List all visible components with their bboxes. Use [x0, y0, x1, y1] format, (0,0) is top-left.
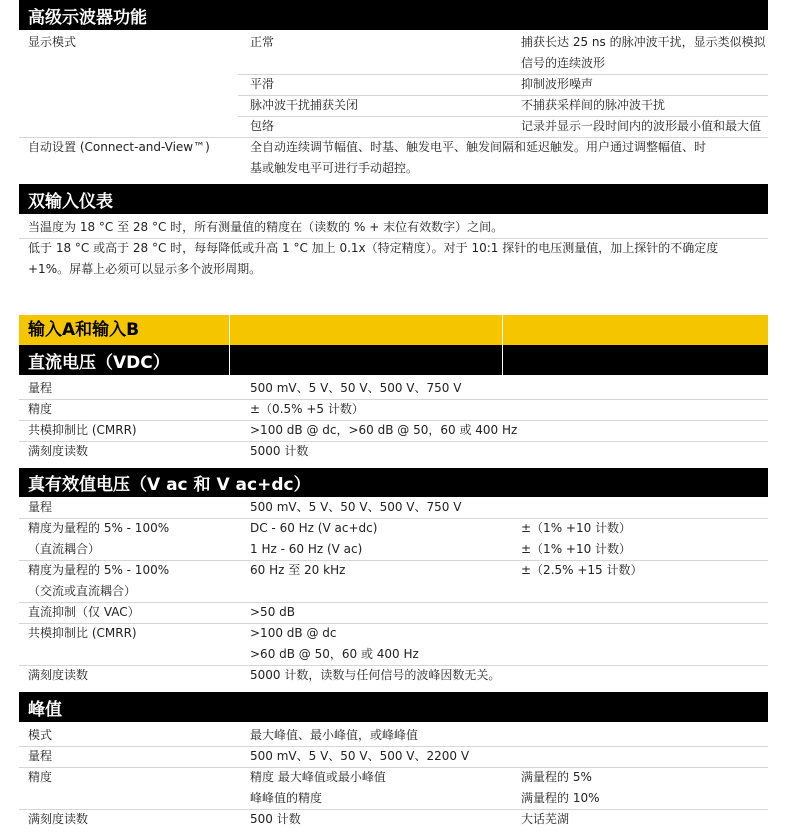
column-separator — [502, 315, 503, 345]
row-value: 峰峰值的精度 — [250, 791, 323, 805]
row-value: 5000 计数 — [250, 444, 309, 458]
row-label: 直流抑制（仅 VAC） — [28, 605, 140, 619]
row-value: 1 Hz - 60 Hz (V ac) — [250, 542, 363, 556]
row-value: 500 计数 — [250, 812, 301, 826]
row-label: 量程 — [28, 381, 53, 395]
section-title: 峰值 — [28, 699, 62, 720]
row-value: 正常 — [250, 35, 275, 49]
row-value: >50 dB — [250, 605, 295, 619]
table-row — [19, 399, 768, 420]
row-label: 精度为量程的 5% - 100% — [28, 521, 170, 535]
row-desc: 捕获长达 25 ns 的脉冲波干扰，显示类似模拟 — [521, 35, 766, 49]
row-label: 满刻度读数 — [28, 812, 89, 826]
table-row — [19, 539, 768, 560]
table-row — [19, 560, 768, 581]
row-desc: ±（1% +10 计数） — [521, 542, 632, 556]
table-row — [19, 497, 768, 518]
row-label: 量程 — [28, 749, 53, 763]
section-title: 双输入仪表 — [28, 191, 113, 212]
row-desc: 大话芜湖 — [521, 812, 570, 826]
row-label: 显示模式 — [28, 35, 77, 49]
row-value: >100 dB @ dc，>60 dB @ 50，60 或 400 Hz — [250, 423, 518, 437]
section-title: 真有效值电压（V ac 和 V ac+dc） — [28, 475, 311, 495]
row-label: 量程 — [28, 500, 53, 514]
table-row — [19, 32, 768, 53]
row-label: 精度 — [28, 770, 53, 784]
row-label: 满刻度读数 — [28, 668, 89, 682]
paragraph-line: 当温度为 18 °C 至 28 °C 时，所有测量值的精度在（读数的 % + 末位有效数字）之间。 — [28, 220, 504, 234]
section-header-peak — [19, 692, 768, 722]
row-label: 共模抑制比 (CMRR) — [28, 423, 137, 437]
row-desc: 记录并显示一段时间内的波形最小值和最大值 — [521, 119, 762, 133]
row-desc: ±（2.5% +15 计数） — [521, 563, 643, 577]
row-label: 模式 — [28, 728, 53, 742]
table-row — [19, 158, 768, 179]
paragraph-line: 低于 18 °C 或高于 28 °C 时，每每降低或升高 1 °C 加上 0.1x（特定精度）。对于 10:1 探针的电压测量值，加上探针的不确定度 — [28, 241, 719, 255]
row-value: 全自动连续调节幅值、时基、触发电平、触发间隔和延迟触发。用户通过调整幅值、时 — [250, 140, 707, 154]
row-value: ±（0.5% +5 计数） — [250, 402, 364, 416]
row-label: 自动设置 (Connect-and-View™) — [28, 140, 210, 154]
table-row — [19, 581, 768, 602]
column-separator — [502, 345, 503, 375]
row-value: >100 dB @ dc — [250, 626, 337, 640]
row-value: 最大峰值、最小峰值，或峰峰值 — [250, 728, 419, 742]
table-row — [19, 420, 768, 441]
row-value: >60 dB @ 50，60 或 400 Hz — [250, 647, 419, 661]
table-row — [19, 767, 768, 788]
table-row — [19, 95, 768, 116]
table-row — [19, 623, 768, 644]
row-value: DC - 60 Hz (V ac+dc) — [250, 521, 378, 535]
row-desc: 信号的连续波形 — [521, 56, 606, 70]
row-label: 满刻度读数 — [28, 444, 89, 458]
table-row — [19, 665, 768, 686]
row-value: 平滑 — [250, 77, 275, 91]
table-row — [19, 644, 768, 665]
row-label: 共模抑制比 (CMRR) — [28, 626, 137, 640]
section-header-dual — [19, 184, 768, 214]
row-value: 500 mV、5 V、50 V、500 V、750 V — [250, 500, 462, 514]
column-separator — [229, 315, 230, 345]
table-row — [19, 441, 768, 462]
row-value: 60 Hz 至 20 kHz — [250, 563, 346, 577]
row-desc: ±（1% +10 计数） — [521, 521, 632, 535]
table-row — [19, 137, 768, 158]
row-value: 基或触发电平可进行手动超控。 — [250, 161, 419, 175]
row-value: 500 mV、5 V、50 V、500 V、750 V — [250, 381, 462, 395]
section-header-vac — [19, 468, 768, 497]
row-label: （直流耦合） — [28, 542, 101, 556]
table-row — [19, 378, 768, 399]
row-value: 精度 最大峰值或最小峰值 — [250, 770, 386, 784]
section-header-inputs — [19, 315, 768, 345]
column-separator — [229, 345, 230, 375]
row-label: （交流或直流耦合） — [28, 584, 137, 598]
row-label: 精度为量程的 5% - 100% — [28, 563, 170, 577]
row-desc: 满量程的 5% — [521, 770, 592, 784]
section-header-vdc — [19, 345, 768, 375]
row-value: 500 mV、5 V、50 V、500 V、2200 V — [250, 749, 470, 763]
row-label: 精度 — [28, 402, 53, 416]
row-desc: 满量程的 10% — [521, 791, 600, 805]
section-title: 输入A和输入B — [28, 320, 140, 340]
table-row — [19, 53, 768, 74]
section-header-advanced — [19, 0, 768, 30]
row-value: 5000 计数，读数与任何信号的波峰因数无关。 — [250, 668, 501, 682]
table-row — [19, 725, 768, 746]
table-row — [19, 809, 768, 830]
table-row — [19, 788, 768, 809]
table-row — [19, 116, 768, 137]
section-title: 直流电压（VDC） — [28, 352, 170, 373]
row-value: 包络 — [250, 119, 275, 133]
row-value: 脉冲波干扰捕获关闭 — [250, 98, 359, 112]
row-desc: 抑制波形噪声 — [521, 77, 594, 91]
table-row — [19, 602, 768, 623]
row-desc: 不捕获采样间的脉冲波干扰 — [521, 98, 666, 112]
table-row — [19, 746, 768, 767]
table-row — [19, 74, 768, 95]
table-row — [19, 518, 768, 539]
section-title: 高级示波器功能 — [28, 7, 147, 28]
paragraph-line: +1%。屏幕上必须可以显示多个波形周期。 — [28, 262, 262, 276]
